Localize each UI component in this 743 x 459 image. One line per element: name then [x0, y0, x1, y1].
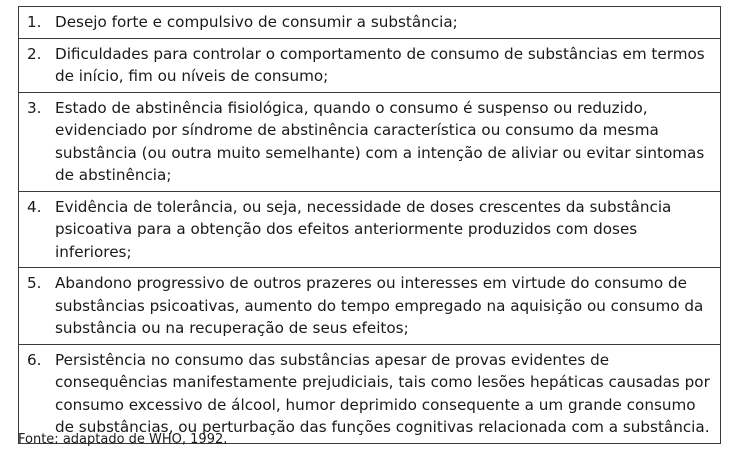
- criterion-text: Abandono progressivo de outros prazeres ou interesses em virtude do consumo de substâncias psicoativas, aumento do tempo empregado na aquisição ou consumo da substância ou na recuperação de seus efeitos;: [55, 274, 704, 337]
- source-note: Fonte: adaptado de WHO, 1992.: [18, 432, 228, 447]
- criterion-row-3: [19, 92, 720, 191]
- criterion-text: Desejo forte e compulsivo de consumir a substância;: [55, 13, 458, 31]
- criterion-text: Evidência de tolerância, ou seja, necessidade de doses crescentes da substância psicoativa para a obtenção dos efeitos anteriormente produzidos com doses inferiores;: [55, 197, 672, 261]
- criterion-text: Estado de abstinência fisiológica, quando o consumo é suspenso ou reduzido, evidenciado por síndrome de abstinência característica ou consumo da mesma substância (ou outra muito semelhante) com a intenção de aliviar ou evitar sintomas de abstinência;: [55, 98, 705, 184]
- criterion-number: 5.: [27, 274, 42, 292]
- criterion-row-5: [19, 267, 720, 344]
- criterion-text: Persistência no consumo das substâncias apesar de provas evidentes de consequências manifestamente prejudiciais, tais como lesões hepáticas causadas por consumo excessivo de álcool, humor deprimido consequente a um grande consumo de substâncias, ou perturbação das funções cognitivas relacionada com a substância.: [55, 350, 710, 436]
- criterion-row-2: [19, 38, 720, 92]
- criterion-row-6: [19, 344, 720, 443]
- criterion-number: 4.: [27, 197, 42, 216]
- criterion-number: 6.: [27, 350, 42, 369]
- criterion-row-4: [19, 191, 720, 268]
- criterion-number: 1.: [27, 13, 42, 31]
- criteria-table: [18, 6, 721, 444]
- criterion-number: 3.: [27, 98, 42, 117]
- criterion-row-1: [19, 7, 720, 38]
- criterion-number: 2.: [27, 44, 42, 63]
- criterion-text: Dificuldades para controlar o comportamento de consumo de substâncias em termos de início, fim ou níveis de consumo;: [55, 44, 705, 85]
